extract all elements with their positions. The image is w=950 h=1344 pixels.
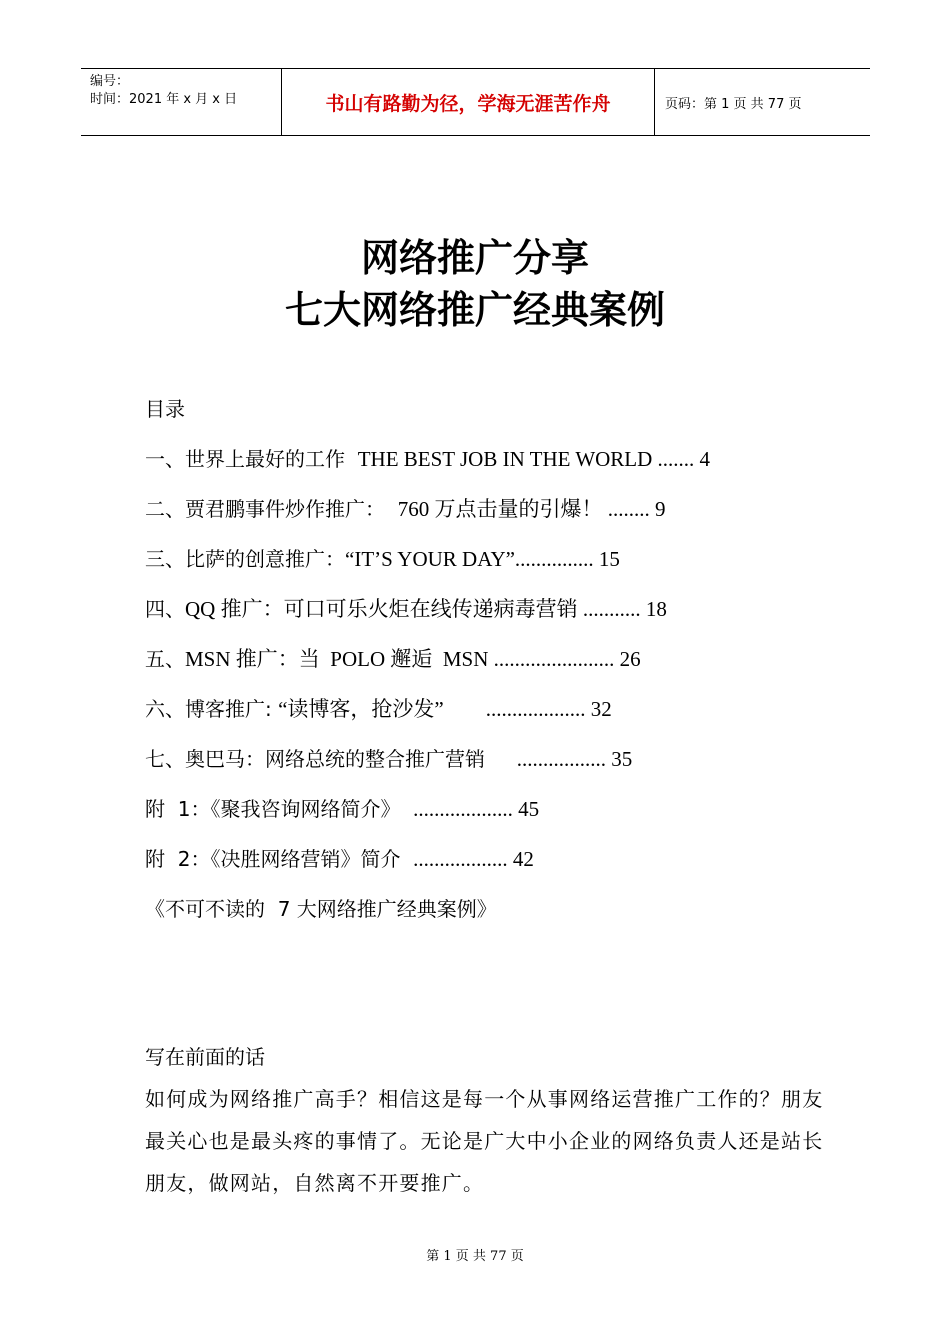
toc-item-page: THE BEST JOB IN THE WORLD ....... 4 xyxy=(357,447,711,471)
toc-item[interactable] xyxy=(145,792,845,842)
footer-page-number: 第 1 页 共 77 页 xyxy=(426,1249,524,1264)
header-page-cell xyxy=(655,69,870,135)
toc-item-title: 一、世界上最好的工作 xyxy=(145,447,358,471)
intro-section xyxy=(145,1040,825,1204)
toc-item-title: 七、奥巴马：网络总统的整合推广营销 xyxy=(145,747,517,771)
toc-heading: 目录 xyxy=(145,397,185,421)
toc-item-page: QQ 推广：可口可乐火炬在线传递病毒营销 ........... 18 xyxy=(185,597,667,621)
page-footer xyxy=(0,1245,950,1264)
intro-paragraph: 如何成为网络推广高手？相信这是每一个从事网络运营推广工作的？朋友最关心也是最头疼的事情了。无论是广大中小企业的网络负责人还是站长朋友，做网站，自然离不开要推广。 xyxy=(145,1087,824,1195)
title-line-1: 网络推广分享 xyxy=(360,236,589,280)
toc-item[interactable] xyxy=(145,442,845,492)
intro-heading: 写在前面的话 xyxy=(145,1045,265,1069)
toc-item-title: 六、博客推广: xyxy=(145,697,279,721)
toc-item-title: 附 1：《聚我咨询网络简介》 xyxy=(145,797,414,821)
toc-item-page: ................... 45 xyxy=(413,797,540,821)
toc-item[interactable] xyxy=(145,542,845,592)
toc-item[interactable] xyxy=(145,742,845,792)
header-motto-cell xyxy=(282,69,655,135)
toc-item[interactable] xyxy=(145,642,845,692)
toc-closing: 《不可不读的 7 大网络推广经典案例》 xyxy=(145,897,497,921)
toc-item[interactable] xyxy=(145,842,845,892)
toc-item-page: “IT’S YOUR DAY”............... 15 xyxy=(345,547,620,571)
header-table xyxy=(81,68,870,136)
toc-item[interactable] xyxy=(145,692,845,742)
toc-item-page: “读博客，抢沙发” ................... 32 xyxy=(278,697,612,721)
table-of-contents xyxy=(145,392,845,942)
header-left-cell xyxy=(81,69,282,135)
toc-item-page: 760 万点击量的引爆！ ........ 9 xyxy=(397,497,666,521)
toc-item-title: 四、 xyxy=(145,597,185,621)
header-number-label: 编号： xyxy=(90,74,130,89)
title-line-2: 七大网络推广经典案例 xyxy=(284,288,665,332)
toc-item-page: .................. 42 xyxy=(413,847,534,871)
header-page-info: 页码：第 1 页 共 77 页 xyxy=(665,96,802,112)
toc-item-title: 附 2：《决胜网络营销》简介 xyxy=(145,847,414,871)
toc-item-title: 五、 xyxy=(145,647,185,671)
header-date-label: 时间：2021 年 x 月 x 日 xyxy=(90,92,238,107)
toc-item[interactable] xyxy=(145,592,845,642)
toc-item-title: 三、比萨的创意推广： xyxy=(145,547,345,571)
toc-item-page: MSN 推广：当 POLO 邂逅 MSN ....................... 26 xyxy=(185,647,641,671)
toc-item-title: 二、贾君鹏事件炒作推广： xyxy=(145,497,398,521)
document-title xyxy=(0,232,950,336)
header-motto: 书山有路勤为径，学海无涯苦作舟 xyxy=(325,92,611,115)
toc-item[interactable] xyxy=(145,492,845,542)
toc-item-page: ................. 35 xyxy=(516,747,633,771)
